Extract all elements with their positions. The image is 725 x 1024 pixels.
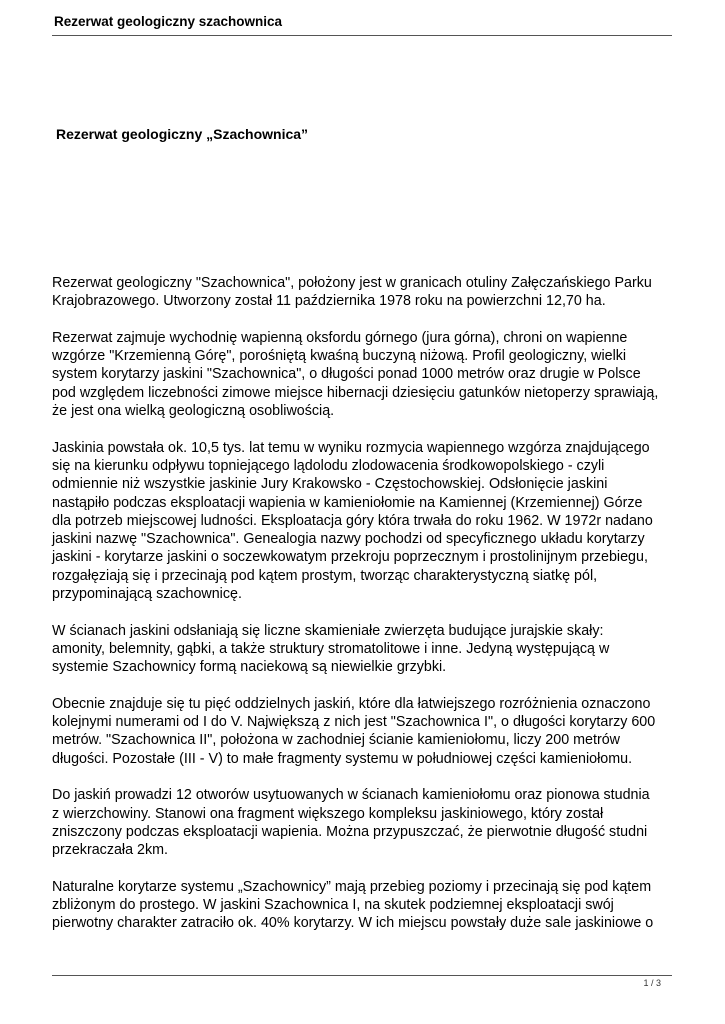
text-line: pierwotny charakter zatraciło ok. 40% korytarzy. W ich miejscu powstały duże sale jaskiniowe o [52,915,654,932]
paragraph [52,439,674,604]
text-line: Rezerwat zajmuje wychodnię wapienną oksfordu górnego (jura górna), chroni on wapienne [52,329,628,346]
paragraph [52,622,674,677]
text-line: Rezerwat geologiczny "Szachownica", położony jest w granicach otuliny Załęczańskiego Parku [52,275,652,291]
text-line: przekraczała 2km. [52,842,169,859]
document-title: Rezerwat geologiczny „Szachownica” [56,126,309,142]
text-line: rozgałęziają się i przecinają pod kątem prostym, tworząc charakterystyczną siatkę pól, [52,567,598,584]
text-line: z wierzchowiny. Stanowi ona fragment większego kompleksu jaskiniowego, który został [52,805,604,822]
text-line: metrów. "Szachownica II", położona w zachodniej ścianie kamieniołomu, liczy 200 metrów [52,732,620,749]
text-line: Do jaskiń prowadzi 12 otworów usytuowanych w ścianach kamieniołomu oraz pionowa studnia [52,787,650,804]
paragraph [52,786,674,859]
text-line: Jaskinia powstała ok. 10,5 tys. lat temu w wyniku rozmycia wapiennego wzgórza znajdującego [52,439,650,456]
text-line: zbliżonym do prostego. W jaskini Szachownica I, na skutek podziemnej eksploatacji swój [52,897,614,914]
running-header-title: Rezerwat geologiczny szachownica [54,14,283,29]
text-line: jaskini nazwę "Szachownica". Genealogia nazwy pochodzi od specyficznego układu korytarzy [52,531,645,548]
text-line: odmiennie niż wszystkie jaskinie Jury Krakowsko - Częstochowskiej. Odsłonięcie jaskini [52,476,608,493]
text-line: długości. Pozostałe (III - V) to małe fragmenty systemu w południowej części kamieniołomu. [52,750,633,767]
text-line: W ścianach jaskini odsłaniają się liczne skamieniałe zwierzęta budujące jurajskie skały: [52,622,604,639]
text-line: wzgórze "Krzemienną Górę", porośniętą kwaśną buczyną niżową. Profil geologiczny, wielki [52,348,627,365]
text-line: Obecnie znajduje się tu pięć oddzielnych jaskiń, które dla łatwiejszego rozróżnienia oznaczono [52,695,651,712]
text-line: pod względem liczebności zimowe miejsce hibernacji dziesięciu gatunków nietoperzy sprawiają, [52,384,659,401]
paragraph [52,878,674,933]
text-line: amonity, belemnity, gąbki, a także struktury stromatolitowe i inne. Jedyną występującą w [52,640,610,657]
header-divider [52,35,672,36]
text-line: dla potrzeb miejscowej ludności. Eksploatacja góry która trwała do roku 1962. W 1972r nadano [52,512,653,529]
page-number: 1 / 3 [643,978,661,988]
text-line: Krajobrazowego. Utworzony został 11 października 1978 roku na powierzchni 12,70 ha. [52,293,606,310]
footer-divider [52,975,672,976]
text-line: systemie Szachownicy formą naciekową są niewielkie grzybki. [52,659,447,676]
paragraph [52,329,674,420]
text-line: system korytarzy jaskini "Szachownica", o długości ponad 1000 metrów oraz drugie w Polsce [52,366,641,383]
document-body [52,274,674,951]
text-line: jaskini - korytarze jaskini o soczewkowatym przekroju poprzecznym i prostolinijnym przebiegu, [52,549,648,566]
text-line: zniszczony podczas eksploatacji wapienia. Można przypuszczać, że pierwotnie długość studni [52,823,648,840]
paragraph [52,695,674,768]
text-line: kolejnymi numerami od I do V. Największą z nich jest "Szachownica I", o długości korytarzy 600 [52,714,656,731]
text-line: nastąpiło podczas eksploatacji wapienia w kamieniołomie na Kamiennej (Krzemiennej) Górze [52,494,643,511]
text-line: Naturalne korytarze systemu „Szachownicy” mają przebieg poziomy i przecinają się pod kątem [52,878,652,895]
text-line: że jest ona wielką geologiczną osobliwością. [52,403,335,420]
text-line: się na kierunku odpływu topniejącego lądolodu zlodowacenia środkowopolskiego - czyli [52,457,605,474]
paragraph [52,274,674,311]
text-line: przypominającą szachownicę. [52,586,242,603]
